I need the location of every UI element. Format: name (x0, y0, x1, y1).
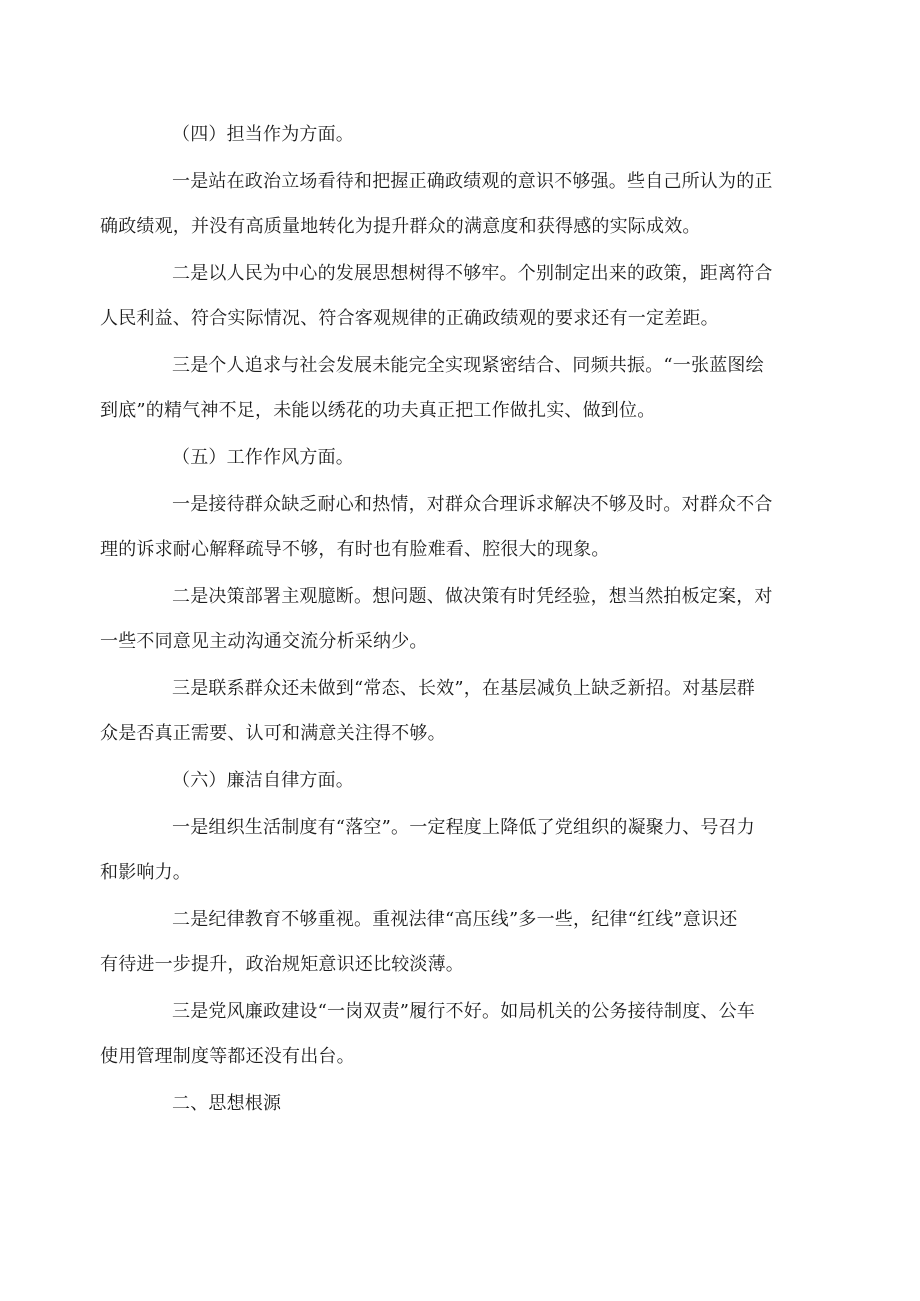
text-line: （六）廉洁自律方面。 (172, 770, 354, 791)
heading-section-6 (136, 758, 786, 803)
heading-ideological-roots (136, 1081, 786, 1126)
text-line: 二是以人民为中心的发展思想树得不够牢。个别制定出来的政策，距离符合 (172, 263, 773, 284)
paragraph-5-3 (100, 666, 786, 756)
text-line: 二、思想根源 (172, 1093, 282, 1114)
text-line: 确政绩观，并没有高质量地转化为提升群众的满意度和获得感的实际成效。 (100, 216, 701, 237)
paragraph-5-2 (100, 574, 786, 664)
text-line: 使用管理制度等都还没有出台。 (100, 1046, 355, 1067)
heading-section-4 (136, 112, 786, 157)
text-line: 一是站在政治立场看待和把握正确政绩观的意识不够强。些自己所认为的正 (172, 171, 773, 192)
text-line: （五）工作作风方面。 (172, 447, 354, 468)
text-line: 众是否真正需要、认可和满意关注得不够。 (100, 723, 446, 744)
text-line: 二是决策部署主观臆断。想问题、做决策有时凭经验，想当然拍板定案，对 (172, 586, 773, 607)
paragraph-4-2 (100, 251, 786, 341)
paragraph-6-2 (100, 897, 786, 987)
document-body (100, 112, 786, 1126)
paragraph-4-1 (100, 159, 786, 249)
heading-section-5 (136, 435, 786, 480)
text-line: 理的诉求耐心解释疏导不够，有时也有脸难看、腔很大的现象。 (100, 539, 610, 560)
text-line: 三是个人追求与社会发展未能完全实现紧密结合、同频共振。“一张蓝图绘 (172, 355, 764, 376)
text-line: 人民利益、符合实际情况、符合客观规律的正确政绩观的要求还有一定差距。 (100, 308, 719, 329)
paragraph-6-3 (100, 989, 786, 1079)
paragraph-6-1 (100, 805, 786, 895)
text-line: 三是党风廉政建设“一岗双责”履行不好。如局机关的公务接待制度、公车 (172, 1001, 756, 1022)
text-line: 三是联系群众还未做到“常态、长效”，在基层减负上缺乏新招。对基层群 (172, 678, 756, 699)
text-line: 一是接待群众缺乏耐心和热情，对群众合理诉求解决不够及时。对群众不合 (172, 494, 773, 515)
text-line: （四）担当作为方面。 (172, 124, 354, 145)
text-line: 到底”的精气神不足，未能以绣花的功夫真正把工作做扎实、做到位。 (100, 400, 656, 421)
text-line: 二是纪律教育不够重视。重视法律“高压线”多一些，纪律“红线”意识还 (172, 909, 738, 930)
text-line: 有待进一步提升，政治规矩意识还比较淡薄。 (100, 954, 464, 975)
text-line: 和影响力。 (100, 862, 191, 883)
paragraph-4-3 (100, 343, 786, 433)
text-line: 一些不同意见主动沟通交流分析采纳少。 (100, 631, 428, 652)
paragraph-5-1 (100, 482, 786, 572)
text-line: 一是组织生活制度有“落空”。一定程度上降低了党组织的凝聚力、号召力 (172, 817, 756, 838)
